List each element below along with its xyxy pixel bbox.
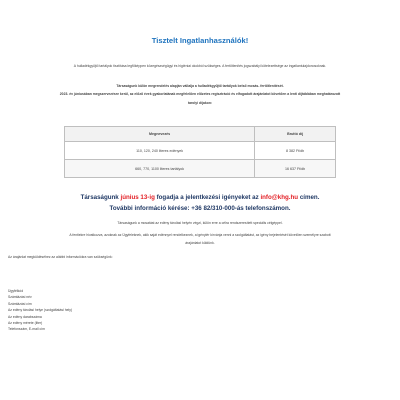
announcement-line-2: 2023. év júniusában megszervezésre kerül, az előző évek gyakorlatának megfelelően előzetes regisztráció és elfogadott árajánlatot követően a lenti díjtáblában meghatározott: [59, 92, 341, 96]
contact-text-c: címen.: [298, 194, 320, 201]
email-link[interactable]: info@khg.hu: [260, 194, 299, 201]
required-info-list: [8, 288, 72, 333]
header-name: Megnevezés: [65, 127, 255, 142]
contact-block: [0, 193, 400, 214]
row-price: 16 637 Ft/db: [255, 160, 336, 178]
row-name: 660, 770, 1100 literes tartályok: [65, 160, 255, 178]
deadline-date: június 13-ig: [120, 194, 155, 201]
price-table-header: [65, 127, 336, 142]
row-price: 8 382 Ft/db: [255, 142, 336, 160]
page-title: Tisztelt Ingatlanhasználók!: [151, 36, 249, 45]
note-2: A fentiekre hivatkozva, azoknak az Ügyfeleknek, akik saját edénnyel rendelkeznek, a igénylér kírvánja venni a szolgáltatást, az igény bejelentését követően személyre szabott: [69, 233, 331, 237]
note-1: Társaságunk a mosatást az edény tárolási helyén végzi, külön erre a célra rendszeresített speciális célgéppel.: [117, 221, 283, 225]
list-item: Telefonszám, E-mail cím: [8, 327, 45, 332]
announcement-line-1: Társaságunk külön megrendelés alapján vállalja a hulladékgyűjtő tartályok belső mosás- fertőtlenítését.: [116, 84, 284, 88]
list-item: Az edény mérete (liter): [8, 321, 43, 326]
contact-line-2: További információ kérése: +36 82/310-000-ás telefonszámon.: [109, 204, 291, 212]
row-name: 110, 120, 240 literes edények: [65, 142, 255, 160]
note-3: árajánlatot küldünk.: [185, 241, 215, 245]
list-item: Az edény tárolási helye (szolgáltatási hely): [8, 308, 73, 313]
price-table: [64, 126, 336, 178]
list-item: Számlázási cím: [8, 301, 32, 306]
list-item: Számlázási név: [8, 295, 32, 300]
list-item: Az edény darabszáma: [8, 314, 42, 319]
contact-text-b: fogadja a jelentkezési igényeket az: [154, 194, 261, 201]
contact-text-a: Társaságunk: [80, 194, 121, 201]
table-row: [65, 160, 336, 178]
intro-text: A hulladékgyűjtő tartályok tisztítása legfőképpen közegészségügyi és higiéniai okokból szükséges. A fertőtlenítés jogszabályi kötelezettsége az ingatlantulajdonosoknak.: [73, 64, 327, 68]
list-item: Ügyfélkód: [8, 289, 24, 293]
contact-line-1: [0, 193, 400, 204]
list-intro: Az árajánlat megküldéséhez az alábbi információkra van szükségünk:: [8, 255, 113, 259]
announcement-line-3: tarolyi díjakon:: [187, 101, 213, 105]
table-row: [65, 142, 336, 160]
header-price: Bruttó díj: [255, 127, 336, 142]
